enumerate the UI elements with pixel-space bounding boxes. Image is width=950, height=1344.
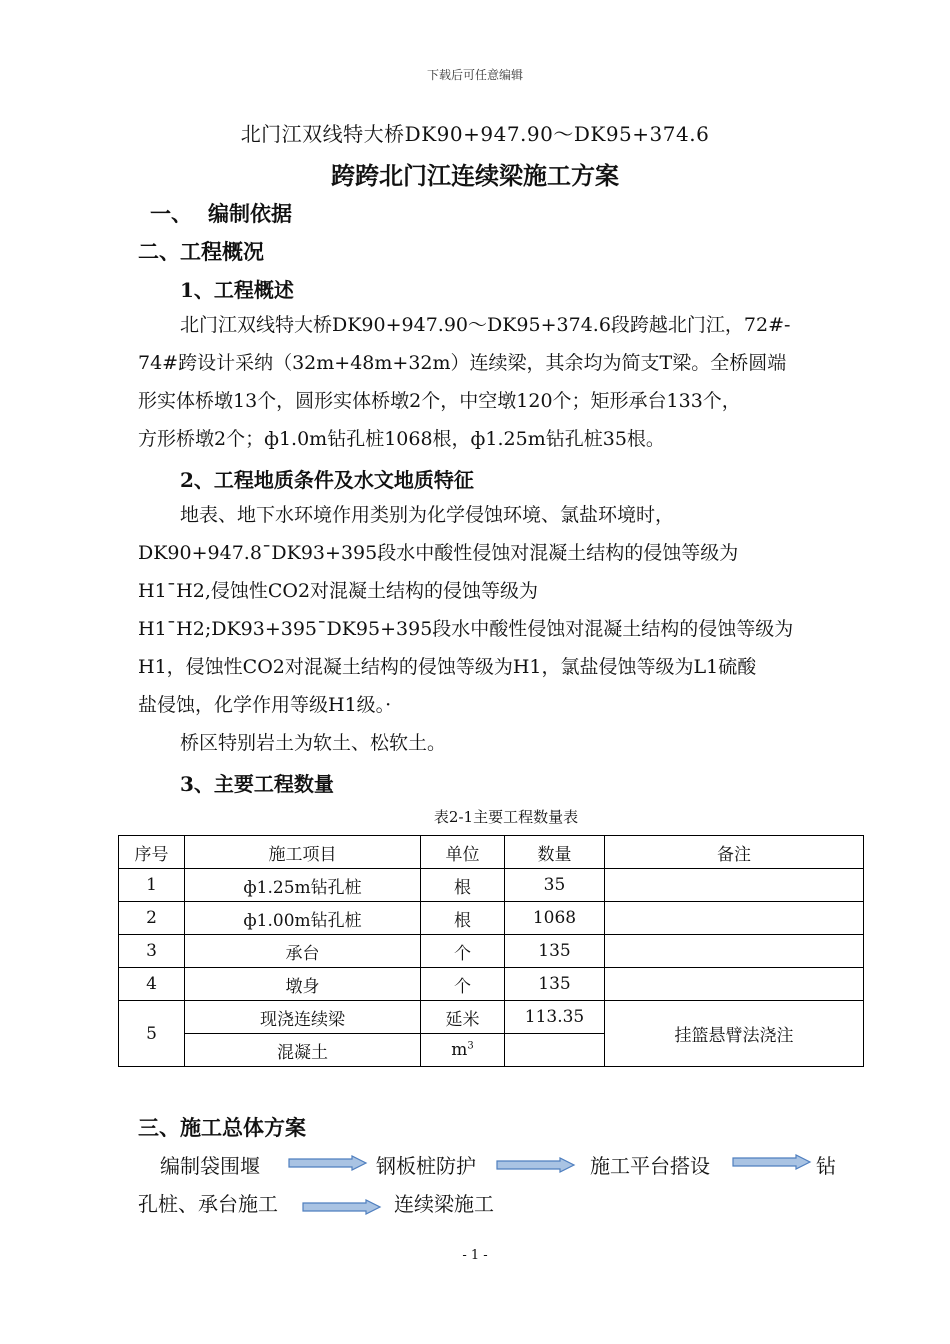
table-cell: 1068 xyxy=(505,902,605,935)
flow-step-4-start: 钻 xyxy=(816,1154,836,1178)
table-cell: 墩身 xyxy=(185,968,421,1001)
paragraph-line: 北门江双线特大桥DK90+947.90～DK95+374.6段跨越北门江，72#- xyxy=(180,314,791,336)
table-cell: 2 xyxy=(119,902,185,935)
section-1-number: 一、 xyxy=(150,201,192,226)
flow-arrow-icon xyxy=(288,1155,368,1171)
section-2-2-heading: 2、工程地质条件及水文地质特征 xyxy=(180,468,474,492)
table-cell: 根 xyxy=(421,902,505,935)
table-cell: 3 xyxy=(119,935,185,968)
table-header-cell: 施工项目 xyxy=(185,836,421,869)
table-cell: 5 xyxy=(119,1001,185,1067)
section-2-1-body xyxy=(138,306,790,458)
section-3-heading: 三、施工总体方案 xyxy=(138,1115,306,1140)
table-cell: 个 xyxy=(421,968,505,1001)
flow-arrow-icon xyxy=(302,1199,382,1215)
table-row xyxy=(119,902,864,935)
table-row xyxy=(119,1001,864,1034)
section-2-heading: 二、工程概况 xyxy=(138,239,264,264)
table-row xyxy=(119,869,864,902)
unit-superscript: 3 xyxy=(467,1040,474,1052)
table-cell xyxy=(605,935,864,968)
table-cell xyxy=(505,1034,605,1067)
paragraph-line: H1¯H2,侵蚀性CO2对混凝土结构的侵蚀等级为 xyxy=(138,580,539,602)
paragraph-line: H1，侵蚀性CO2对混凝土结构的侵蚀等级为H1，氯盐侵蚀等级为L1硫酸 xyxy=(138,656,757,678)
page-number: - 1 - xyxy=(462,1248,488,1263)
table-cell: ф1.25m钻孔桩 xyxy=(185,869,421,902)
table-cell xyxy=(421,1034,505,1067)
table-row xyxy=(119,935,864,968)
paragraph-line: 桥区特别岩土为软土、松软土。 xyxy=(180,732,447,754)
table-header-cell: 备注 xyxy=(605,836,864,869)
paragraph-line: 74#跨设计采纳（32m+48m+32m）连续梁，其余均为简支T梁。全桥圆端 xyxy=(138,352,787,374)
document-subtitle: 北门江双线特大桥DK90+947.90～DK95+374.6 xyxy=(240,122,710,146)
table-row xyxy=(119,968,864,1001)
paragraph-line: H1¯H2;DK93+395¯DK95+395段水中酸性侵蚀对混凝土结构的侵蚀等级为 xyxy=(138,618,794,640)
paragraph-line: 形实体桥墩13个，圆形实体桥墩2个，中空墩120个；矩形承台133个， xyxy=(138,390,741,412)
table-cell xyxy=(605,968,864,1001)
table-cell: 个 xyxy=(421,935,505,968)
table-cell: 延米 xyxy=(421,1001,505,1034)
table-cell: 根 xyxy=(421,869,505,902)
flow-step-3: 施工平台搭设 xyxy=(590,1154,710,1178)
table-header-row xyxy=(119,836,864,869)
table-cell: 35 xyxy=(505,869,605,902)
flow-arrow-icon xyxy=(732,1154,812,1170)
table-cell: 混凝土 xyxy=(185,1034,421,1067)
section-2-3-heading: 3、主要工程数量 xyxy=(180,772,334,796)
page-header-note: 下载后可任意编辑 xyxy=(426,68,523,82)
table-cell: 135 xyxy=(505,935,605,968)
document-title: 跨跨北门江连续梁施工方案 xyxy=(331,161,619,190)
table-header-cell: 数量 xyxy=(505,836,605,869)
section-1-title: 编制依据 xyxy=(208,201,292,226)
table-cell: 1 xyxy=(119,869,185,902)
table-cell xyxy=(605,902,864,935)
table-header-cell: 单位 xyxy=(421,836,505,869)
flow-step-1: 编制袋围堰 xyxy=(160,1154,260,1178)
table-cell: 135 xyxy=(505,968,605,1001)
section-2-1-heading: 1、工程概述 xyxy=(180,278,294,302)
table-caption: 表2-1主要工程数量表 xyxy=(433,808,579,826)
table-cell-remark: 挂篮悬臂法浇注 xyxy=(605,1001,864,1067)
section-2-2-body xyxy=(138,496,793,762)
flow-step-4-end: 孔桩、承台施工 xyxy=(138,1192,278,1216)
flow-arrow-icon xyxy=(496,1157,576,1173)
flow-step-5: 连续梁施工 xyxy=(394,1192,494,1216)
paragraph-line: 方形桥墩2个；ф1.0m钻孔桩1068根，ф1.25m钻孔桩35根。 xyxy=(138,428,665,450)
flow-step-2: 钢板桩防护 xyxy=(376,1154,476,1178)
table-cell: ф1.00m钻孔桩 xyxy=(185,902,421,935)
unit-text: m xyxy=(451,1040,468,1060)
paragraph-line: 地表、地下水环境作用类别为化学侵蚀环境、氯盐环境时， xyxy=(180,504,675,526)
paragraph-line: DK90+947.8¯DK93+395段水中酸性侵蚀对混凝土结构的侵蚀等级为 xyxy=(138,542,739,564)
table-cell: 现浇连续梁 xyxy=(185,1001,421,1034)
table-cell: 承台 xyxy=(185,935,421,968)
table-cell xyxy=(605,869,864,902)
table-header-cell: 序号 xyxy=(119,836,185,869)
table-cell: 113.35 xyxy=(505,1001,605,1034)
table-cell: 4 xyxy=(119,968,185,1001)
paragraph-line: 盐侵蚀，化学作用等级H1级。· xyxy=(138,694,392,716)
quantity-table xyxy=(118,835,864,1067)
